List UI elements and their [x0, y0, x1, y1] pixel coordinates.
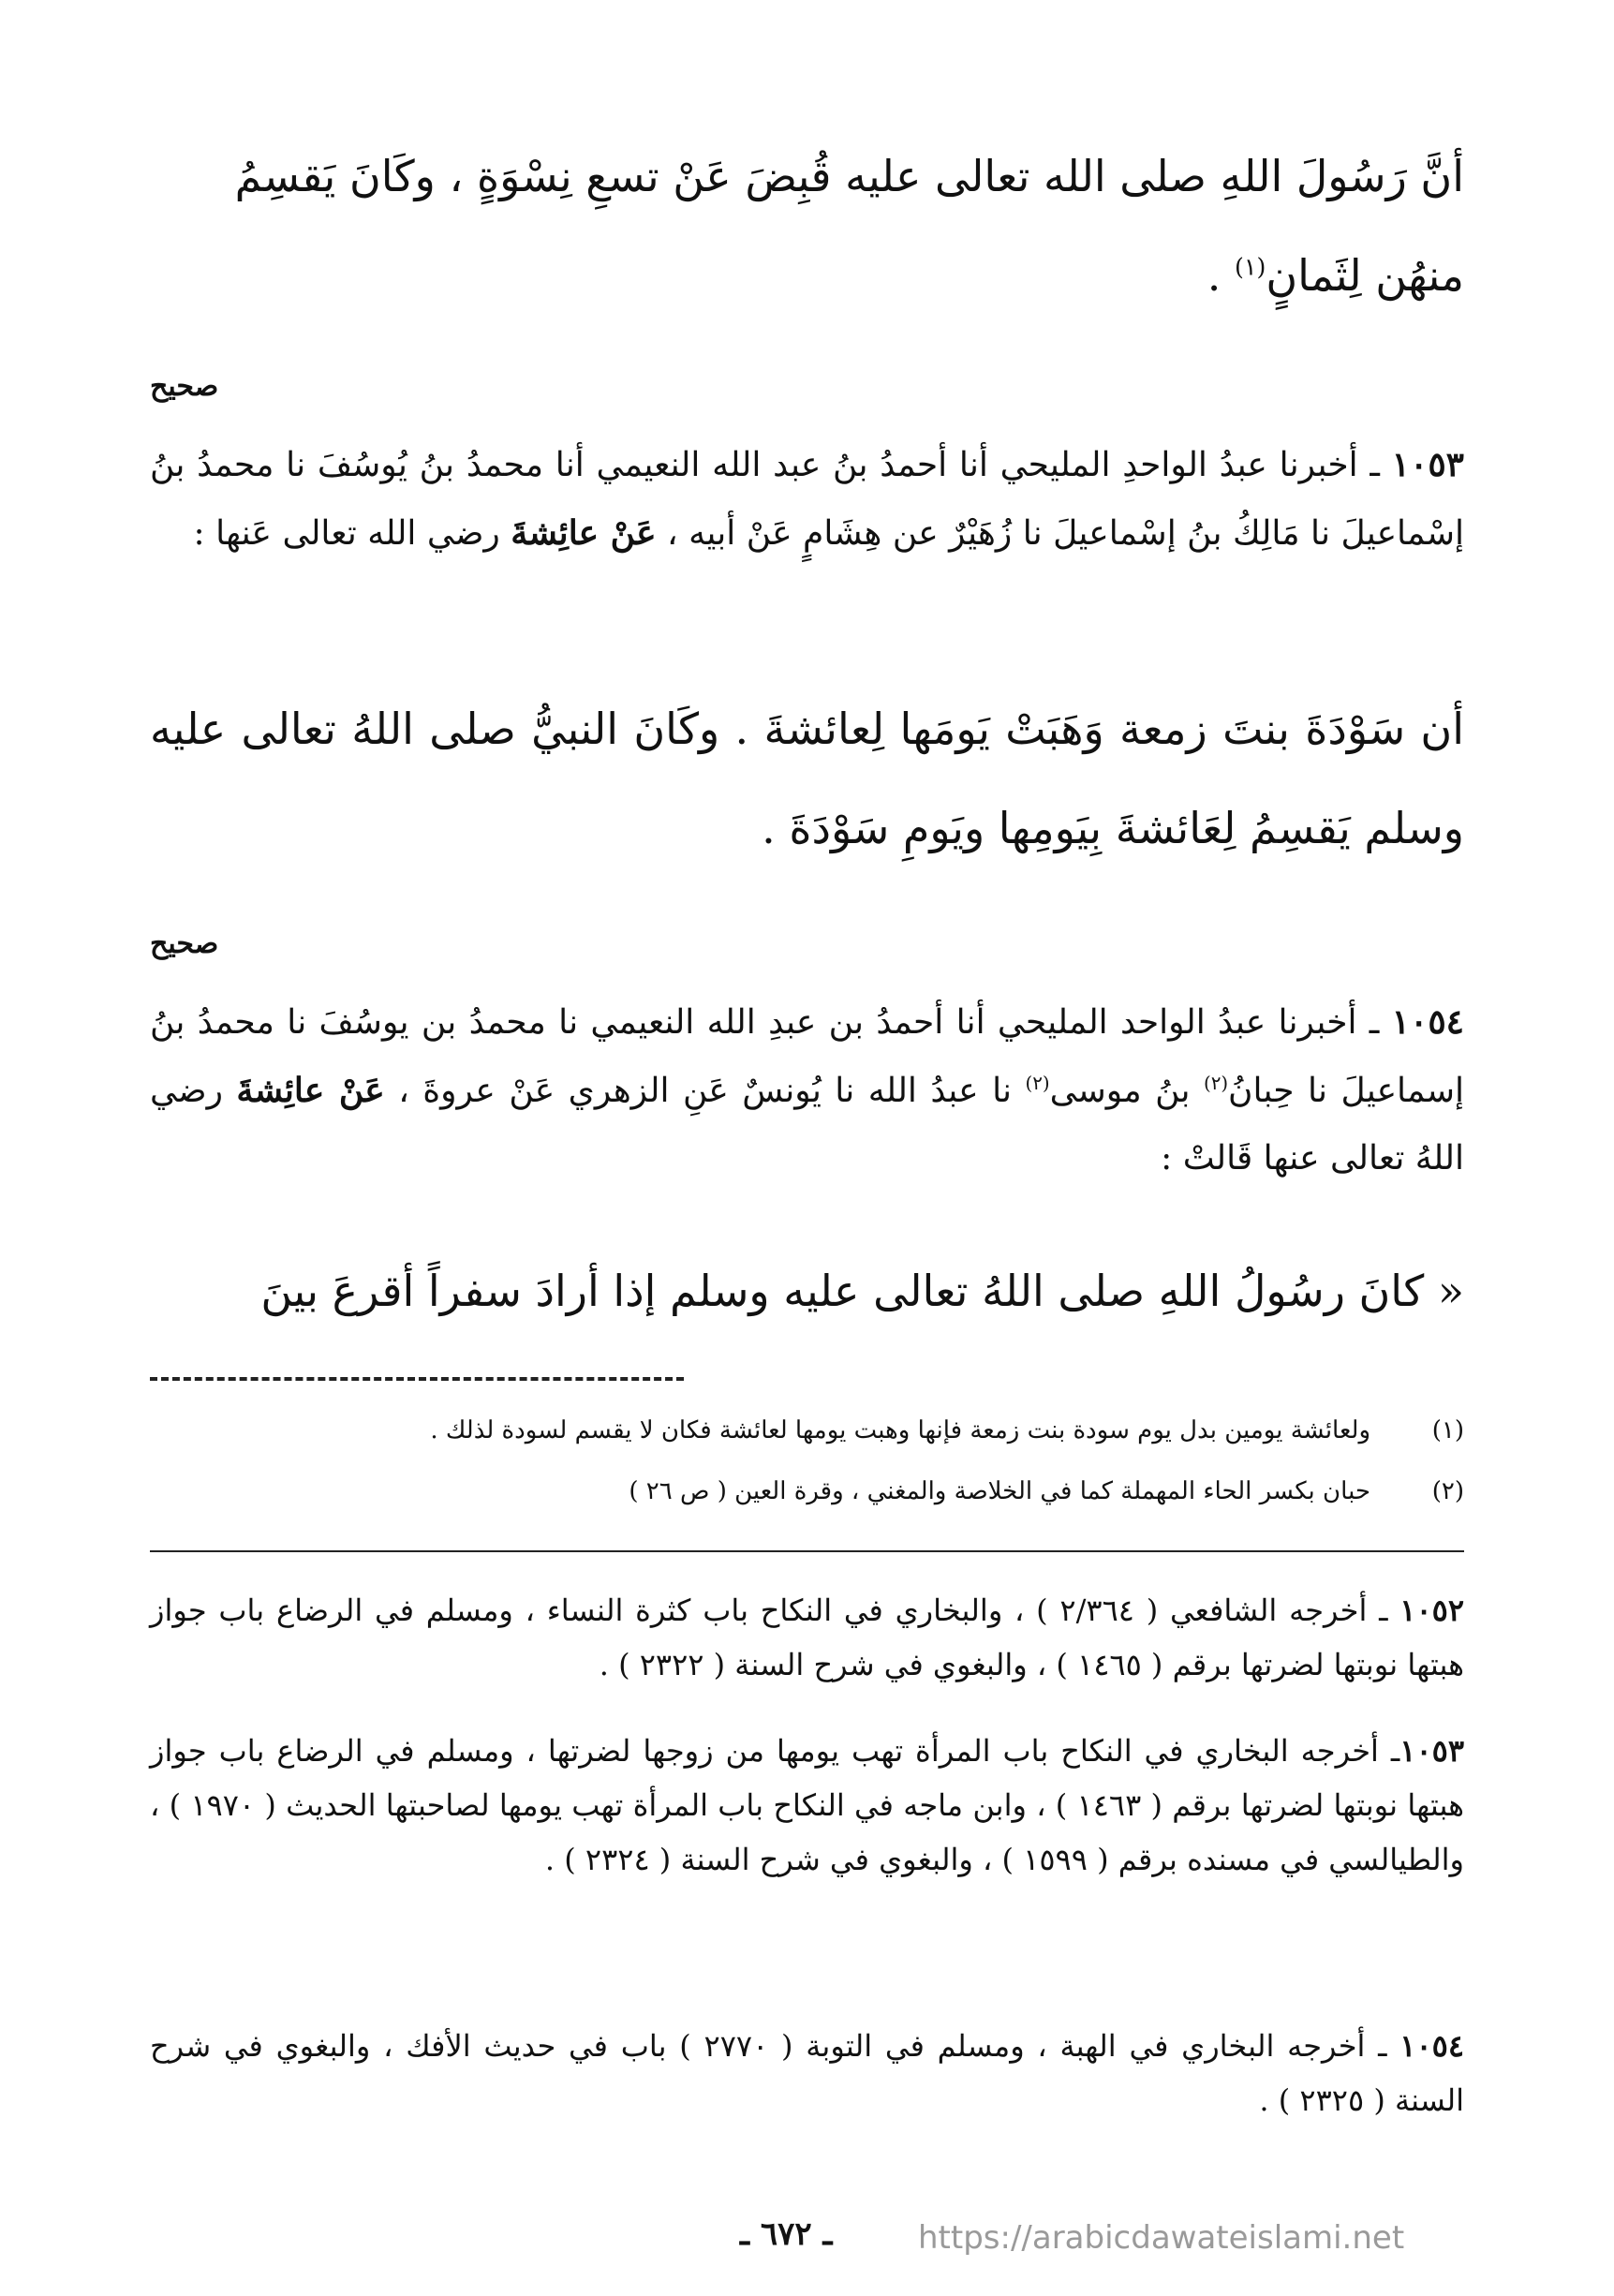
hadith-1053-isnad-text2: رضي الله تعالى عَنها : — [193, 514, 511, 553]
footnote-ref-2a[interactable]: (٢) — [1203, 1073, 1229, 1094]
hadith-1053-isnad — [150, 431, 1464, 568]
hadith-number-1053: ١٠٥٣ — [1391, 445, 1464, 484]
hadith-1052-matn-line1: أنَّ رَسُولَ اللهِ صلى الله تعالى عليه قُبِضَ عَنْ تسعِ نِسْوَةٍ ، وكَانَ يَقسِمُ — [234, 151, 1464, 201]
takhrij-1054-number: ١٠٥٤ — [1399, 2028, 1465, 2064]
takhrij-1052 — [150, 1583, 1464, 1692]
page-number: ـ ٦٧٢ ـ — [740, 2215, 833, 2253]
footnote-2-text: حبان بكسر الحاء المهملة كما في الخلاصة والمغني ، وقرة العين ( ص ٢٦ ) — [629, 1477, 1370, 1505]
footnote-1 — [150, 1410, 1464, 1451]
hadith-number-1054: ١٠٥٤ — [1391, 1002, 1464, 1042]
hadith-1052-matn-line2: منهُن لِثَمانٍ — [1266, 250, 1464, 301]
takhrij-1053-number: ١٠٥٣ — [1399, 1733, 1465, 1769]
takhrij-1054-text: ـ أخرجه البخاري في الهبة ، ومسلم في التوبة ( ٢٧٧٠ ) باب في حديث الأفك ، والبغوي في شرح السنة ( ٢٣٢٥ ) . — [150, 2028, 1464, 2118]
dashed-separator — [150, 1377, 684, 1381]
footnote-2 — [150, 1471, 1464, 1512]
hadith-1054-narrator-aisha: عَنْ عائِشةَ — [236, 1071, 385, 1110]
footnote-1-text: ولعائشة يومين بدل يوم سودة بنت زمعة فإنها وهبت يومها لعائشة فكان لا يقسم لسودة لذلك . — [430, 1416, 1370, 1444]
hadith-1053-isnad-text1: ـ أخبرنا عبدُ الواحدِ المليحي أنا أحمدُ بنُ عبد الله النعيمي أنا محمدُ بنُ يُوسُفَ نا محمدُ بنُ إسْماعيلَ نا مَالِكُ بنُ إسْماعيلَ نا زُهَيْرٌ عن هِشَامٍ عَنْ أبيه ، — [150, 446, 1464, 553]
grade-label-1053: صحيح — [150, 927, 219, 960]
hadith-1054-matn: « كانَ رسُولُ اللهِ صلى اللهُ تعالى عليه وسلم إذا أرادَ سفراً أقرعَ بينَ — [260, 1266, 1464, 1316]
takhrij-1054 — [150, 2019, 1464, 2127]
hadith-1054-isnad-text1: ـ أخبرنا عبدُ الواحد المليحي أنا أحمدُ بن عبدِ الله النعيمي نا محمدُ بن يوسُفَ نا محمدُ بنُ إسماعيلَ نا حِبانُ — [150, 1003, 1465, 1110]
hadith-1052-matn-end: . — [1207, 250, 1235, 301]
hadith-1054-isnad-text4: رضي اللهُ تعالى عنها قَالتْ : — [150, 1072, 1464, 1178]
footnote-2-marker: (٢) — [1431, 1477, 1464, 1505]
page-footer — [0, 2215, 1614, 2272]
takhrij-1052-text: ـ أخرجه الشافعي ( ٢/٣٦٤ ) ، والبخاري في النكاح باب كثرة النساء ، ومسلم في الرضاع باب جواز هبتها نوبتها لضرتها برقم ( ١٤٦٥ ) ، والبغوي في شرح السنة ( ٢٣٢٢ ) . — [150, 1592, 1464, 1682]
takhrij-1053 — [150, 1724, 1464, 1887]
takhrij-1052-number: ١٠٥٢ — [1399, 1592, 1465, 1628]
hadith-1054-isnad-text2: بنُ موسى — [1049, 1072, 1204, 1110]
footnote-1-marker: (١) — [1431, 1416, 1464, 1444]
footnote-ref-1[interactable]: (١) — [1235, 253, 1266, 281]
hadith-1053-matn: أن سَوْدَةَ بنتَ زمعة وَهَبَتْ يَومَها لِعائشةَ . وكَانَ النبيُّ صلى اللهُ تعالى عليه وسلم يَقسِمُ لِعَائشةَ بِيَومِها ويَومِ سَوْدَةَ . — [150, 704, 1464, 853]
hadith-1054-isnad — [150, 988, 1464, 1192]
takhrij-1053-text: ـ أخرجه البخاري في النكاح باب المرأة تهب يومها من زوجها لضرتها ، ومسلم في الرضاع باب جواز هبتها نوبتها لضرتها برقم ( ١٤٦٣ ) ، وابن ماجه في النكاح باب المرأة تهب يومها لصاحبتها الحديث ( ١٩٧٠ ) ، والطيالسي في مسنده برقم ( ١٥٩٩ ) ، والبغوي في شرح السنة ( ٢٣٢٤ ) . — [150, 1733, 1465, 1877]
hadith-1052-matn — [150, 126, 1464, 325]
footnote-ref-2b[interactable]: (٢) — [1025, 1073, 1050, 1094]
hadith-1053-narrator-aisha: عَنْ عائِشةَ — [511, 513, 657, 553]
grade-label-1052: صحيح — [150, 370, 219, 403]
hadith-1054-isnad-text3: نا عبدُ الله نا يُونسٌ عَنِ الزهري عَنْ عروةَ ، — [384, 1072, 1026, 1110]
source-url[interactable]: https://arabicdawateislami.net — [918, 2219, 1405, 2257]
footnote-separator — [150, 1550, 1464, 1552]
